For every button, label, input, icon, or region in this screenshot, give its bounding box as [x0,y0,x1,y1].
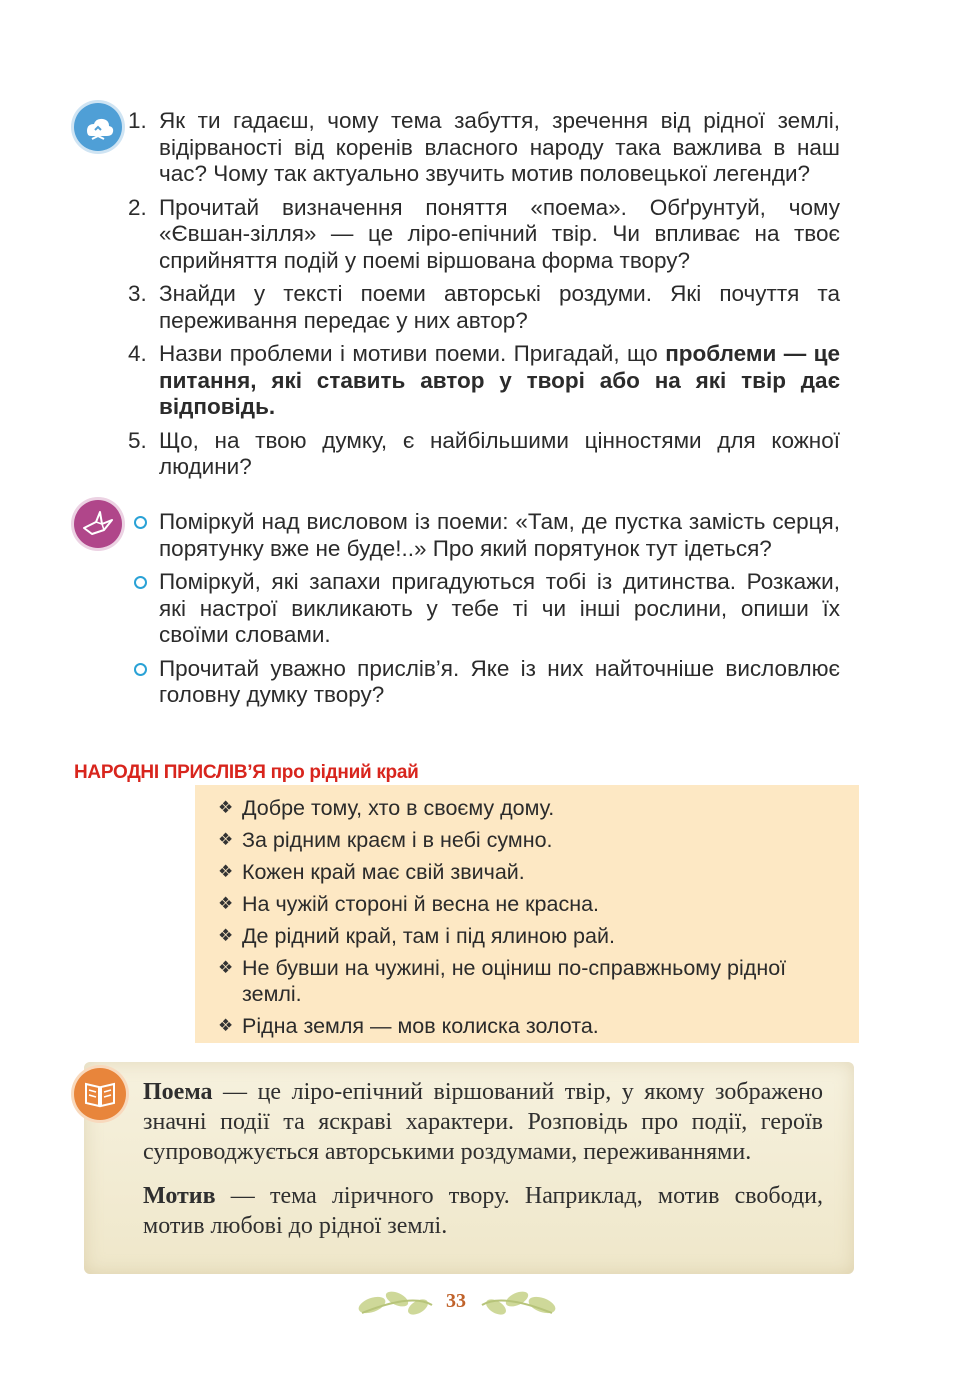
proverbs-list [218,795,818,1045]
diamond-bullet-icon: ❖ [218,958,234,977]
circle-bullet-icon [131,569,159,649]
circle-bullet-icon [131,656,159,709]
question-number: 2. [128,194,147,220]
question-text [159,341,840,421]
question-item [128,281,840,334]
question-text: Прочитай визначення поняття «поема». Обґрунтуй, чому «Євшан-зілля» — це ліро-епічний твір. Чи впливає на твоє сприйняття подій у поемі віршована форма твору? [159,194,840,273]
question-item [128,428,840,481]
question-text: Знайди у тексті поеми авторські роздуми. Які почуття та переживання передає у них автор? [159,281,840,333]
definitions-list [143,1077,823,1255]
proverb-item [218,795,818,821]
proverb-text: Рідна земля — мов колиска золота. [242,1014,599,1038]
question-number: 3. [128,281,147,306]
task-item [131,569,840,649]
diamond-bullet-icon: ❖ [218,830,234,849]
definition-item [143,1181,823,1241]
paper-crane-icon [74,500,122,548]
proverb-item [218,923,818,949]
question-number: 5. [128,427,147,453]
proverb-text: На чужій стороні й весна не красна. [242,892,599,916]
proverbs-title-lower: про рідний край [265,762,419,783]
question-text: Що, на твою думку, є найбільшими цінностями для кожної людини? [159,427,840,479]
proverb-item [218,955,818,1007]
definition-item [143,1077,823,1167]
definition-term: Поема [143,1079,213,1105]
task-text: Прочитай уважно прислів’я. Яке із них найточніше висловлює головну думку твору? [159,655,840,707]
question-item [128,341,840,421]
question-number: 4. [128,341,147,366]
proverb-text: Де рідний край, там і під ялиною рай. [242,924,615,948]
task-text: Поміркуй, які запахи пригадуються тобі із дитинства. Розкажи, які настрої викликають у тебе ті чи інші рослини, опиши їх своїми словами. [159,569,840,647]
task-text: Поміркуй над висловом із поеми: «Там, де пустка замість серця, порятунку вже не буде!..» Про який порятунок тут ідеться? [159,509,840,561]
circle-bullet-icon [131,509,159,562]
question-item [128,108,840,188]
question-item [128,195,840,275]
proverb-item [218,827,818,853]
diamond-bullet-icon: ❖ [218,926,234,945]
question-text-bold: проблеми — це питання, які ставить автор у творі або на які твір дає відповідь. [159,341,841,419]
definition-text: — це ліро-епічний віршований твір, у якому зображено значні події та яскраві характери. Розповідь про події, героїв супроводжується авторськими роздумами, переживаннями. [143,1079,823,1165]
diamond-bullet-icon: ❖ [218,1016,234,1035]
proverbs-title [74,762,418,784]
proverb-item [218,1013,818,1039]
task-item [131,509,840,562]
definition-term: Мотив [143,1183,216,1209]
diamond-bullet-icon: ❖ [218,862,234,881]
definition-text: — тема ліричного твору. Наприклад, мотив свободи, мотив любові до рідної землі. [143,1183,823,1239]
proverb-text: Кожен край має свій звичай. [242,860,525,884]
question-number: 1. [128,108,147,133]
cloud-book-icon [74,103,122,151]
diamond-bullet-icon: ❖ [218,894,234,913]
page-number: 33 [446,1290,466,1312]
questions-list [128,108,840,488]
proverb-text: Не бувши на чужині, не оціниш по-справжньому рідної землі. [242,956,787,1006]
proverb-item [218,891,818,917]
question-text-plain: Назви проблеми і мотиви поеми. Пригадай, що [159,341,666,366]
diamond-bullet-icon: ❖ [218,798,234,817]
proverb-item [218,859,818,885]
proverbs-title-upper: НАРОДНІ ПРИСЛІВ’Я [74,762,266,783]
proverb-text: За рідним краєм і в небі сумно. [242,828,553,852]
question-text: Як ти гадаєш, чому тема забуття, зречення від рідної землі, відірваності від коренів власного народу така важлива в наш час? Чому так актуально звучить мотив половецької легенди? [159,108,840,186]
tasks-list [131,509,840,716]
open-book-icon [74,1068,126,1120]
task-item [131,656,840,709]
proverb-text: Добре тому, хто в своєму дому. [242,796,555,820]
